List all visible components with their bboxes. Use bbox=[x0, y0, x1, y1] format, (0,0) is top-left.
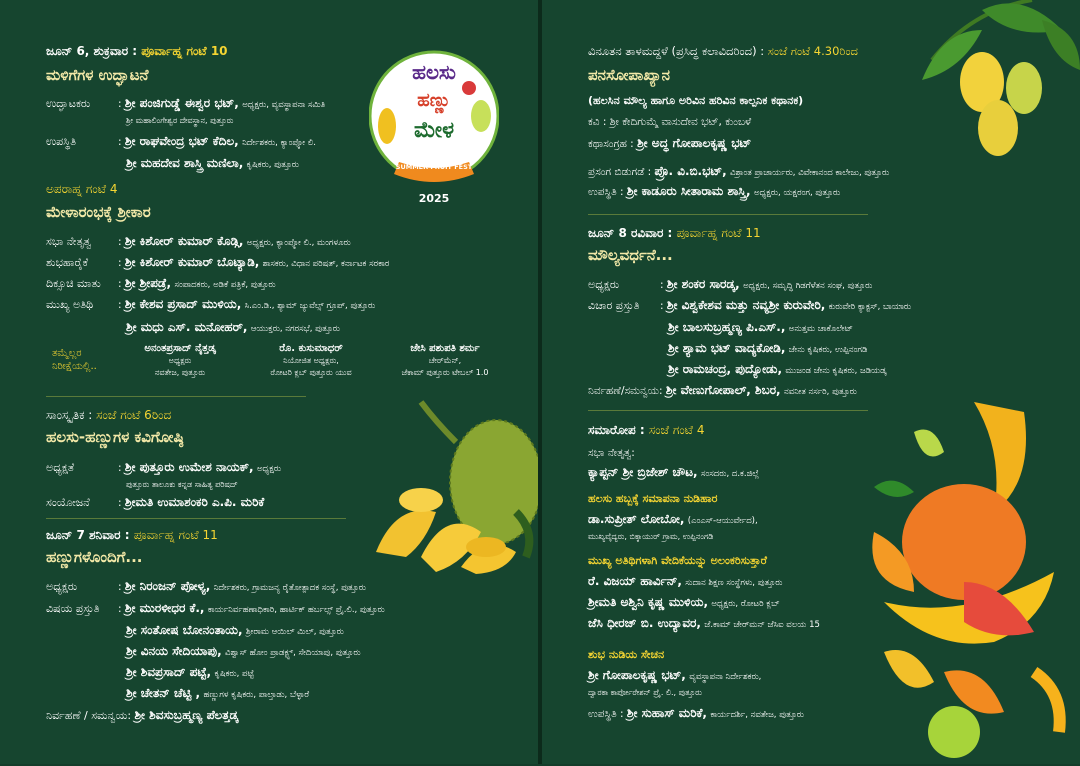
s3-head: ಸಮಾರೋಪ : ಸಂಜೆ ಗಂಟೆ 4 bbox=[588, 423, 705, 437]
cult-head: ಸಾಂಸ್ಕೃತಿಕ : ಸಂಜೆ ಗಂಟೆ 6ರಿಂದ bbox=[46, 408, 172, 422]
entry: ಉಪಸ್ಥಿತಿ : ಶ್ರೀ ಸುಹಾಸ್ ಮರಿಕೆ, ಕಾರ್ಯದರ್ಶಿ, ನವತೇಜ, ಪುತ್ತೂರು bbox=[588, 706, 804, 720]
entry: ಶ್ರೀ ಶ್ಯಾಮ ಭಟ್ ವಾದ್ಯಕೋಡಿ, ಜೇನು ಕೃಷಿಕರು, ಉಪ್ಪಿನಂಗಡಿ bbox=[668, 341, 868, 355]
entry: ಶ್ರೀ ಮಹದೇವ ಶಾಸ್ತ್ರಿ ಮಣಿಲಾ, ಕೃಷಿಕರು, ಪುತ್ತೂರು bbox=[126, 156, 299, 170]
s1-subtitle: (ಹಲಸಿನ ಮೌಲ್ಯ ಹಾಗೂ ಅರಿವಿನ ಹರಿವಿನ ಕಾಲ್ಪನಿಕ ಕಥಾನಕ) bbox=[588, 94, 804, 107]
label: ಮುಖ್ಯ ಅತಿಥಿ bbox=[46, 298, 94, 311]
entry: : ಶ್ರೀ ಮುರಳೀಧರ ಕೆ., ಕಾರ್ಯನಿರ್ವಹಣಾಧಿಕಾರಿ, ಹಾರ್ಟಿಕ್ ಹರ್ಬಲ್ಸ್ ಪ್ರೈ.ಲಿ., ಪುತ್ತೂರು bbox=[118, 601, 385, 615]
entry: ನಿರ್ವಹಣೆ/ಸಮನ್ವಯ: ಶ್ರೀ ವೇಣುಗೋಪಾಲ್, ಶಿಬರ, ನವನೀತ ನರ್ಸರಿ, ಪುತ್ತೂರು bbox=[588, 383, 857, 397]
logo-year: 2025 bbox=[418, 192, 450, 205]
fruit-juice-image bbox=[854, 392, 1080, 762]
entry: ಡಾ.ಸುಪ್ರೀತ್ ಲೋಬೋ, (ಎಂಎಸ್-ಆಯುರ್ವೇದ), bbox=[588, 512, 758, 526]
label: ಸಂಯೋಜನೆ bbox=[46, 496, 90, 509]
entry: ಕಥಾಸಂಗ್ರಹ : ಶ್ರೀ ಅದ್ಧ ಗೋಪಾಲಕೃಷ್ಣ ಭಟ್ bbox=[588, 136, 752, 150]
day2-title: ಹಣ್ಣುಗಳೊಂದಿಗೆ... bbox=[46, 548, 143, 566]
entry: ಶ್ರೀಮತಿ ಅಶ್ವಿನಿ ಕೃಷ್ಣ ಮುಳಿಯ, ಅಧ್ಯಕ್ಷರು, ರೋಟರಿ ಕ್ಲಬ್ bbox=[588, 595, 780, 609]
divider bbox=[588, 214, 868, 215]
entry: ಪ್ರಸಂಗ ಬಿಡುಗಡೆ : ಪ್ರೊ. ವಿ.ಬಿ.ಭಟ್, ವಿಶ್ರಾಂತ ಪ್ರಾಚಾರ್ಯರು, ವಿವೇಕಾನಂದ ಕಾಲೇಜು, ಪುತ್ತೂರು bbox=[588, 164, 890, 178]
entry-detail: ಪುತ್ತೂರು ತಾಲೂಕು ಕನ್ನಡ ಸಾಹಿತ್ಯ ಪರಿಷದ್ bbox=[126, 480, 238, 489]
logo-line-3: ಮೇಳ bbox=[413, 118, 455, 143]
entry: : ಶ್ರೀಮತಿ ಉಮಾಶಂಕರಿ ಎ.ಪಿ. ಮರಿಕೆ bbox=[118, 495, 265, 509]
label: ವಿಷಯ ಪ್ರಸ್ತುತಿ bbox=[46, 602, 100, 615]
entry: ಕವಿ : ಶ್ರೀ ಕೇದಿಗುಮ್ಮೆ ವಾಸುದೇವ ಭಟ್, ಕುಂಬಳೆ bbox=[588, 116, 752, 128]
label: ಉಪಸ್ಥಿತಿ bbox=[46, 135, 77, 148]
cult-title: ಹಲಸು-ಹಣ್ಣುಗಳ ಕವಿಗೋಷ್ಠಿ bbox=[46, 428, 184, 446]
logo-line-1: ಹಲಸು bbox=[412, 60, 456, 84]
entry: ಶ್ರೀ ಬಾಲಸುಬ್ರಹ್ಮಣ್ಯ ಪಿ.ಎಸ್., ಅನುತ್ತಮ ಚಾಕೊಲೇಟ್ bbox=[668, 320, 853, 334]
label: ಶುಭಹಾರೈಕೆ bbox=[46, 256, 89, 269]
entry: ಶ್ರೀ ಗೋಪಾಲಕೃಷ್ಣ ಭಟ್, ವ್ಯವಸ್ಥಾಪನಾ ನಿರ್ದೇಶಕರು, bbox=[588, 668, 762, 682]
entry: ಶ್ರೀ ಚೇತನ್ ಚೆಟ್ಟಿ , ಹಣ್ಣುಗಳ ಕೃಷಿಕರು, ಪಾಲ್ತಾಡು, ಬೆಳ್ಳಾರೆ bbox=[126, 686, 310, 700]
label: ಅಧ್ಯಕ್ಷತೆ bbox=[46, 461, 75, 474]
label: ಅಧ್ಯಕ್ಷರು bbox=[588, 278, 620, 291]
s1-head: ವಿನೂತನ ತಾಳಮದ್ದಳೆ (ಪ್ರಸಿದ್ಧ ಕಲಾವಿದರಿಂದ) : ಸಂಜೆ ಗಂಟೆ 4.30ರಿಂದ bbox=[588, 44, 858, 58]
host-1: ಅನಂತಪ್ರಸಾದ್ ನೈತ್ತಡ್ಕ ಅಧ್ಯಕ್ಷರು ನವತೇಜ, ಪುತ್ತೂರು bbox=[144, 343, 216, 377]
label: ಉದ್ಘಾಟಕರು bbox=[46, 97, 91, 110]
s2-title: ಮೌಲ್ಯವರ್ಧನೆ... bbox=[588, 246, 673, 264]
jackfruit-image bbox=[366, 392, 542, 582]
left-page bbox=[0, 0, 540, 764]
entry: : ಶ್ರೀ ರಾಘವೇಂದ್ರ ಭಟ್ ಕೆದಿಲ, ನಿರ್ದೇಶಕರು, ಕ್ಯಾಂಪ್ಕೋ ಲಿ. bbox=[118, 134, 316, 148]
entry: ಶ್ರೀ ವಿನಯ ಸೇದಿಯಾಪು, ವಿಶ್ವಾಸ್ ಹೋಂ ಪ್ರಾಡಕ್ಟ್ಸ್, ಸೇದಿಯಾಪು, ಪುತ್ತೂರು bbox=[126, 644, 361, 658]
host-3: ಜೇಸಿ ಪಶುಪತಿ ಶರ್ಮ ಚೇರ್‌ಮೆನ್, ಜೆಕಾಮ್ ಪುತ್ತೂರು ಟೇಬಲ್ 1.0 bbox=[401, 343, 489, 377]
entry: ಜೆಸಿ ಧೀರಜ್ ಬಿ. ಉದ್ಯಾವರ, ಜೆ.ಕಾಮ್ ಚೇರ್‌ಮನ್ ಜೆಸಿಐ ವಲಯ 15 bbox=[588, 616, 820, 630]
entry: ಶ್ರೀ ಸಂತೋಷ ಬೋನಂತಾಯ, ಶ್ರೀರಾಮ ಆಯಿಲ್ ಮಿಲ್, ಪುತ್ತೂರು bbox=[126, 623, 344, 637]
label: ದಿಕ್ಸೂಚಿ ಮಾತು bbox=[46, 277, 101, 290]
label: ಸಭಾ ನೇತೃತ್ವ bbox=[46, 235, 92, 248]
divider bbox=[46, 396, 306, 397]
right-page bbox=[542, 0, 1080, 764]
entry: ಶ್ರೀ ರಾಮಚಂದ್ರ, ಪುದ್ಯೋಡು, ಮುಜಂಡ ಜೇನು ಕೃಷಿಕರು, ಜಡಿಯಡ್ಕ bbox=[668, 362, 887, 376]
entry: ರೆ. ವಿಜಯ್ ಹಾರ್ವಿನ್, ಸುದಾನ ಶಿಕ್ಷಣ ಸಂಸ್ಥೆಗಳು, ಪುತ್ತೂರು bbox=[588, 574, 783, 588]
aft-time: ಅಪರಾಹ್ನ ಗಂಟೆ 4 bbox=[46, 182, 118, 196]
entry: ನಿರ್ವಹಣೆ / ಸಮನ್ವಯ: ಶ್ರೀ ಶಿವಸುಬ್ರಹ್ಮಣ್ಯ ಪೆಲತ್ತಡ್ಕ bbox=[46, 708, 239, 722]
fest-logo bbox=[369, 46, 499, 206]
entry: : ಶ್ರೀ ಪುತ್ತೂರು ಉಮೇಶ ನಾಯಕ್, ಅಧ್ಯಕ್ಷರು bbox=[118, 460, 282, 474]
aft-title: ಮೇಳಾರಂಭಕ್ಕೆ ಶ್ರೀಕಾರ bbox=[46, 203, 151, 221]
entry: : ಶ್ರೀ ಶಂಕರ ಸಾರಡ್ಕ, ಅಧ್ಯಕ್ಷರು, ಸಮೃದ್ಧಿ ಗಿಡಗೆಳೆತನ ಸಂಘ, ಪುತ್ತೂರು bbox=[660, 277, 873, 291]
divider bbox=[46, 518, 346, 519]
logo-ribbon: SUMMER FRUIT FEST bbox=[395, 163, 473, 171]
entry-detail: ಶ್ರೀ ಮಹಾಲಿಂಗೇಶ್ವರ ದೇವಸ್ಥಾನ, ಪುತ್ತೂರು bbox=[126, 116, 234, 125]
s2-date: ಜೂನ್ 8 ರವಿವಾರ : ಪೂರ್ವಾಹ್ನ ಗಂಟೆ 11 bbox=[588, 226, 761, 240]
entry: : ಶ್ರೀ ನಿರಂಜನ್ ಪೋಳ್ಯ, ನಿರ್ದೇಶಕರು, ಗ್ರಾಮಜನ್ಯ ರೈತೋತ್ಪಾದಕ ಸಂಸ್ಥೆ, ಪುತ್ತೂರು bbox=[118, 579, 366, 593]
label: ಸಭಾ ನೇತೃತ್ವ: bbox=[588, 447, 635, 459]
subheading: ಹಲಸು ಹಬ್ಬಕ್ಕೆ ಸಮಾಪನಾ ನುಡಿಹಾರ bbox=[588, 492, 718, 505]
divider bbox=[588, 410, 868, 411]
label: ಅಧ್ಯಕ್ಷರು bbox=[46, 580, 78, 593]
label: ವಿಚಾರ ಪ್ರಸ್ತುತಿ bbox=[588, 299, 640, 312]
entry: : ಶ್ರೀ ಕಿಶೋರ್ ಕುಮಾರ್ ಕೊಡ್ಗಿ, ಅಧ್ಯಕ್ಷರು, ಕ್ಯಾಂಪ್ಕೋ ಲಿ., ಮಂಗಳೂರು bbox=[118, 234, 351, 248]
entry: ಉಪಸ್ಥಿತಿ : ಶ್ರೀ ಕಾಡೂರು ಸೀತಾರಾಮ ಶಾಸ್ತ್ರಿ, ಅಧ್ಯಕ್ಷರು, ಯಕ್ಷರಂಗ, ಪುತ್ತೂರು bbox=[588, 184, 841, 198]
day1-date: ಜೂನ್ 6, ಶುಕ್ರವಾರ : ಪೂರ್ವಾಹ್ನ ಗಂಟೆ 10 bbox=[46, 44, 228, 58]
entry: ಶ್ರೀ ಶಿವಪ್ರಸಾದ್ ಪಟ್ಟೆ, ಕೃಷಿಕರು, ಪಟ್ಟೆ bbox=[126, 665, 255, 679]
awaiting-label: ತಮ್ಮೆಲ್ಲರ ನಿರೀಕ್ಷೆಯಲ್ಲಿ.. bbox=[52, 348, 97, 372]
subheading: ಶುಭ ನುಡಿಯ ಸೇಚನ bbox=[588, 648, 665, 661]
entry: ಕ್ಯಾಪ್ಟನ್ ಶ್ರೀ ಬ್ರಿಜೇಶ್ ಚೌಟ, ಸಂಸದರು, ದ.ಕ.ಜಿಲ್ಲೆ bbox=[588, 465, 760, 479]
host-2: ರೊ. ಕುಸುಮಾಧರ್ ನಿಯೋಜಿತ ಅಧ್ಯಕ್ಷರು, ರೋಟರಿ ಕ್ಲಬ್ ಪುತ್ತೂರು ಯುವ bbox=[270, 343, 352, 377]
mango-image bbox=[912, 0, 1080, 170]
entry: : ಶ್ರೀ ಶ್ರೀಪಡ್ರೆ, ಸಂಪಾದಕರು, ಅಡಿಕೆ ಪತ್ರಿಕೆ, ಪುತ್ತೂರು bbox=[118, 276, 276, 290]
entry: : ಶ್ರೀ ಕೇಶವ ಪ್ರಸಾದ್ ಮುಳಿಯ, ಸಿ.ಎಂ.ಡಿ., ಶ್ಯಾಮ್ ಜ್ಯುವೆಲ್ಸ್ ಗ್ರೂಪ್, ಪುತ್ತೂರು bbox=[118, 297, 376, 311]
entry: : ಶ್ರೀ ಕಿಶೋರ್ ಕುಮಾರ್ ಬೊಟ್ಯಾಡಿ, ಶಾಸಕರು, ವಿಧಾನ ಪರಿಷತ್, ಕರ್ನಾಟಕ ಸರಕಾರ bbox=[118, 255, 390, 269]
entry-detail: ಮುಖ್ಯವೈದ್ಯರು, ಬಿಕ್ಕಾಯುರ್ ಗ್ರಾಮ, ಉಪ್ಪಿನಂಗಡಿ bbox=[588, 532, 714, 541]
entry: : ಶ್ರೀ ವಿಶ್ವಕೇಶವ ಮತ್ತು ನವ್ಯಶ್ರೀ ಕುರುವೇರಿ, ಕುರುವೇರಿ ಕ್ಯಾಕ್ಟಸ್, ಬಾಯಾರು bbox=[660, 298, 912, 312]
logo-line-2: ಹಣ್ಣು bbox=[417, 90, 451, 111]
s1-title: ಪನಸೋಪಾಖ್ಯಾನ bbox=[588, 66, 670, 84]
entry-detail: ದ್ವಾರಕಾ ಕಾರ್ಪೋರೇಶನ್ ಪ್ರೈ. ಲಿ., ಪುತ್ತೂರು bbox=[588, 688, 702, 697]
day1-title: ಮಳಿಗೆಗಳ ಉದ್ಘಾಟನೆ bbox=[46, 66, 149, 84]
entry: : ಶ್ರೀ ಪಂಜಿಗುಡ್ಡೆ ಈಶ್ವರ ಭಟ್, ಅಧ್ಯಕ್ಷರು, ವ್ಯವಸ್ಥಾಪನಾ ಸಮಿತಿ bbox=[118, 96, 326, 110]
subheading: ಮುಖ್ಯ ಅತಿಥಿಗಳಾಗಿ ವೇದಿಕೆಯನ್ನು ಅಲಂಕರಿಸುತ್ತಾರೆ bbox=[588, 554, 767, 567]
entry: ಶ್ರೀ ಮಧು ಎಸ್. ಮನೋಹರ್, ಆಯುಕ್ತರು, ನಗರಸಭೆ, ಪುತ್ತೂರು bbox=[126, 320, 340, 334]
day2-date: ಜೂನ್ 7 ಶನಿವಾರ : ಪೂರ್ವಾಹ್ನ ಗಂಟೆ 11 bbox=[46, 528, 218, 542]
